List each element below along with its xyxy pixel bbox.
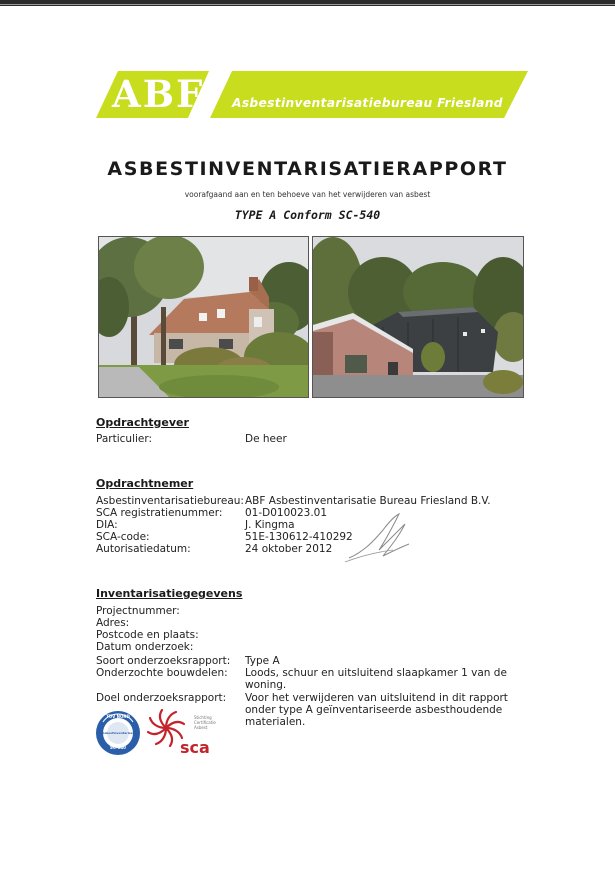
sca-code-value: 51E-130612-410292 xyxy=(245,531,353,543)
sca-code-label: SCA-code: xyxy=(96,531,150,543)
doel-value-line3: materialen. xyxy=(245,716,306,728)
postcode-label: Postcode en plaats: xyxy=(96,629,199,641)
adres-label: Adres: xyxy=(96,617,130,629)
signature xyxy=(343,512,413,568)
sca-small-text-3: Asbest xyxy=(194,725,208,730)
sca-registration-value: 01-D010023.01 xyxy=(245,507,328,519)
soort-label: Soort onderzoeksrapport: xyxy=(96,655,231,667)
bouwdelen-label: Onderzochte bouwdelen: xyxy=(96,667,228,679)
dia-value: J. Kingma xyxy=(245,519,295,531)
report-subtitle: voorafgaand aan en ten behoeve van het verwijderen van asbest xyxy=(184,190,431,199)
doel-label: Doel onderzoeksrapport: xyxy=(96,692,227,704)
bouwdelen-value-line1: Loods, schuur en uitsluitend slaapkamer 1 van de xyxy=(245,667,507,679)
doel-value-line2: onder type A geïnventariseerde asbesthoudende xyxy=(245,704,503,716)
sca-small-text-2: Certificatie xyxy=(194,720,216,725)
soort-value: Type A xyxy=(245,655,280,667)
tuv-badge-top: TÜV NORD xyxy=(106,714,130,719)
opdrachtnemer-heading: Opdrachtnemer xyxy=(96,477,194,490)
abf-logo-fullname: Asbestinventarisatiebureau Friesland xyxy=(232,96,503,110)
report-type: TYPE A Conform SC-540 xyxy=(234,208,381,222)
particulier-label: Particulier: xyxy=(96,433,153,445)
tuv-badge-mid: Asbestinventarisatie xyxy=(102,731,138,735)
autorisatiedatum-label: Autorisatiedatum: xyxy=(96,543,191,555)
barn-photo xyxy=(312,236,524,398)
house-photo xyxy=(98,236,309,398)
datum-onderzoek-label: Datum onderzoek: xyxy=(96,641,194,653)
page-top-border xyxy=(0,0,615,6)
inventarisatie-heading: Inventarisatiegegevens xyxy=(96,587,243,600)
report-title: ASBESTINVENTARISATIERAPPORT xyxy=(107,158,508,180)
bureau-value: ABF Asbestinventarisatie Bureau Friesland B.V. xyxy=(245,495,491,507)
sca-registration-label: SCA registratienummer: xyxy=(96,507,223,519)
particulier-value: De heer xyxy=(245,433,287,445)
abf-logo xyxy=(96,71,528,118)
projectnummer-label: Projectnummer: xyxy=(96,605,180,617)
bureau-label: Asbestinventarisatiebureau: xyxy=(96,495,244,507)
dia-label: DIA: xyxy=(96,519,118,531)
sca-small-text-1: Stichting xyxy=(194,715,212,720)
doel-value-line1: Voor het verwijderen van uitsluitend in dit rapport xyxy=(245,692,508,704)
page-top-border-line xyxy=(0,4,615,5)
bouwdelen-value-line2: woning. xyxy=(245,679,287,691)
autorisatiedatum-value: 24 oktober 2012 xyxy=(245,543,333,555)
opdrachtgever-heading: Opdrachtgever xyxy=(96,416,189,429)
certification-logos xyxy=(96,708,226,758)
sca-label: sca xyxy=(180,738,210,757)
tuv-badge-code: SC-540 xyxy=(110,745,126,750)
abf-logo-letters: ABF xyxy=(112,72,205,116)
